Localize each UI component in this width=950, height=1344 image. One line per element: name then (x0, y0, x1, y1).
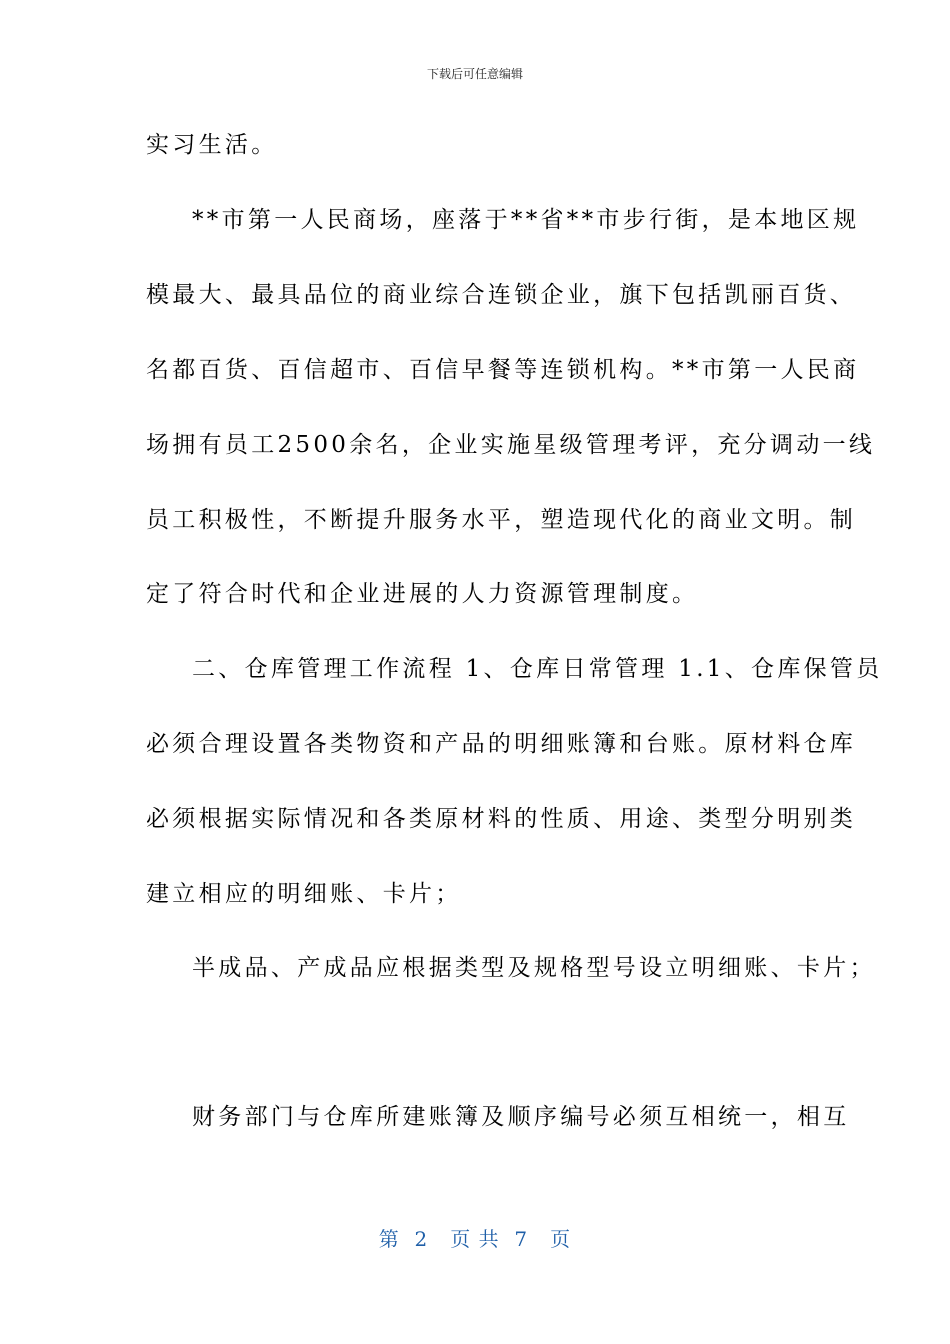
page-number-footer: 第 2 页 共 7 页 (378, 1227, 572, 1251)
body-line-10: 必须根据实际情况和各类原材料的性质、用途、类型分明别类 (146, 806, 857, 832)
body-line-4: 名都百货、百信超市、百信早餐等连锁机构。**市第一人民商 (146, 357, 860, 383)
body-line-5: 场拥有员工2500余名，企业实施星级管理考评，充分调动一线 (146, 432, 876, 458)
body-line-7: 定了符合时代和企业进展的人力资源管理制度。 (146, 581, 699, 607)
body-line-6: 员工积极性，不断提升服务水平，塑造现代化的商业文明。制 (146, 507, 857, 533)
body-line-8: 二、仓库管理工作流程 1、仓库日常管理 1.1、仓库保管员 (192, 656, 883, 682)
page-header: 下载后可任意编辑 (426, 67, 523, 81)
body-line-3: 模最大、最具品位的商业综合连锁企业，旗下包括凯丽百货、 (146, 282, 857, 308)
body-line-12: 半成品、产成品应根据类型及规格型号设立明细账、卡片； (192, 955, 876, 981)
body-line-1: 实习生活。 (146, 132, 278, 158)
body-line-11: 建立相应的明细账、卡片； (146, 881, 462, 907)
body-line-13: 财务部门与仓库所建账簿及顺序编号必须互相统一，相互 (192, 1104, 850, 1130)
body-line-9: 必须合理设置各类物资和产品的明细账簿和台账。原材料仓库 (146, 731, 857, 757)
body-line-2: **市第一人民商场，座落于**省**市步行街，是本地区规 (192, 207, 860, 233)
